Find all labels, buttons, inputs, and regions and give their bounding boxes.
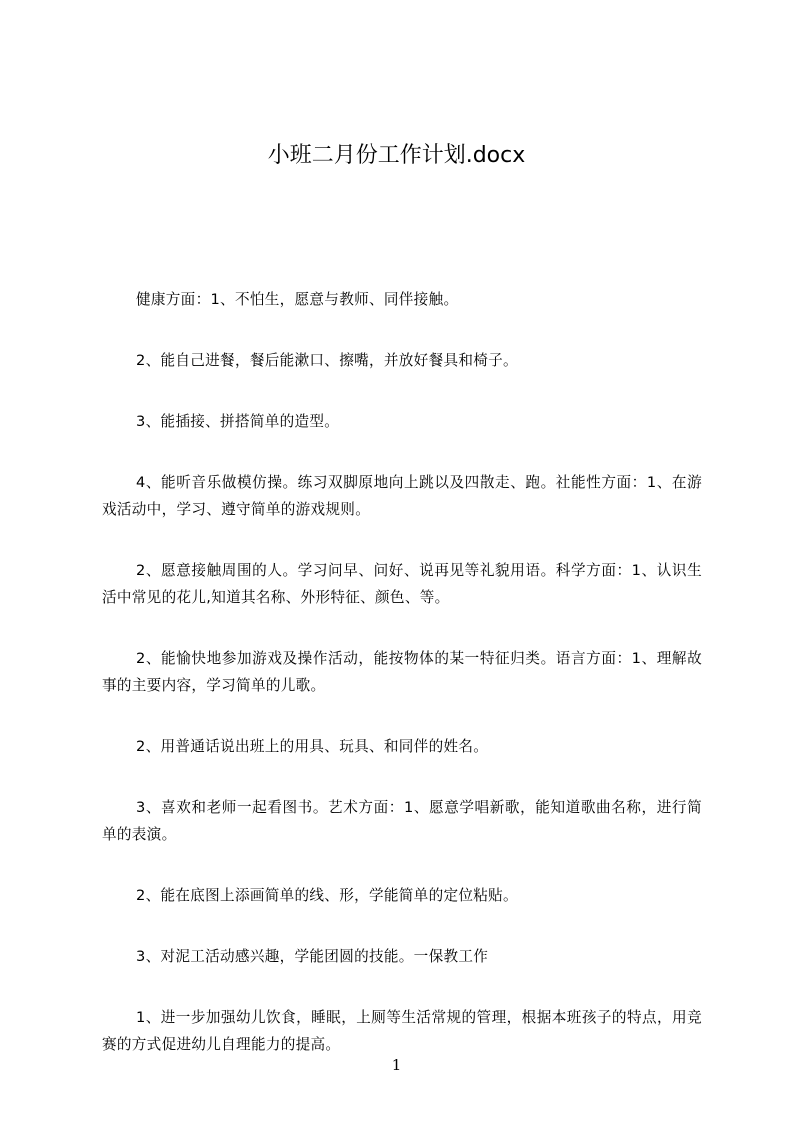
paragraph: 4、能听音乐做模仿操。练习双脚原地向上跳以及四散走、跑。社能性方面：1、在游戏活动中，学习、遵守简单的游戏规则。 [102, 474, 702, 518]
document-title: 小班二月份工作计划.docx [267, 143, 526, 168]
paragraph: 1、进一步加强幼儿饮食，睡眠，上厕等生活常规的管理，根据本班孩子的特点，用竞赛的方式促进幼儿自理能力的提高。 [102, 1009, 702, 1053]
paragraph: 健康方面：1、不怕生，愿意与教师、同伴接触。 [136, 291, 459, 308]
paragraph: 2、能自己进餐，餐后能漱口、擦嘴，并放好餐具和椅子。 [136, 352, 518, 369]
document-body [102, 286, 702, 1092]
paragraph: 2、用普通话说出班上的用具、玩具、和同伴的姓名。 [136, 738, 489, 755]
paragraph: 3、能插接、拼搭简单的造型。 [136, 413, 340, 430]
paragraph: 2、能愉快地参加游戏及操作活动，能按物体的某一特征归类。语言方面：1、理解故事的主要内容，学习简单的儿歌。 [102, 650, 702, 694]
paragraph: 3、对泥工活动感兴趣，学能团圆的技能。一保教工作 [136, 948, 489, 965]
paragraph: 3、喜欢和老师一起看图书。艺术方面：1、愿意学唱新歌，能知道歌曲名称，进行简单的表演。 [102, 799, 702, 843]
paragraph: 2、愿意接触周围的人。学习问早、问好、说再见等礼貌用语。科学方面：1、认识生活中常见的花儿,知道其名称、外形特征、颜色、等。 [102, 562, 702, 606]
page-number: 1 [391, 1056, 402, 1074]
paragraph: 2、能在底图上添画简单的线、形，学能简单的定位粘贴。 [136, 887, 518, 904]
